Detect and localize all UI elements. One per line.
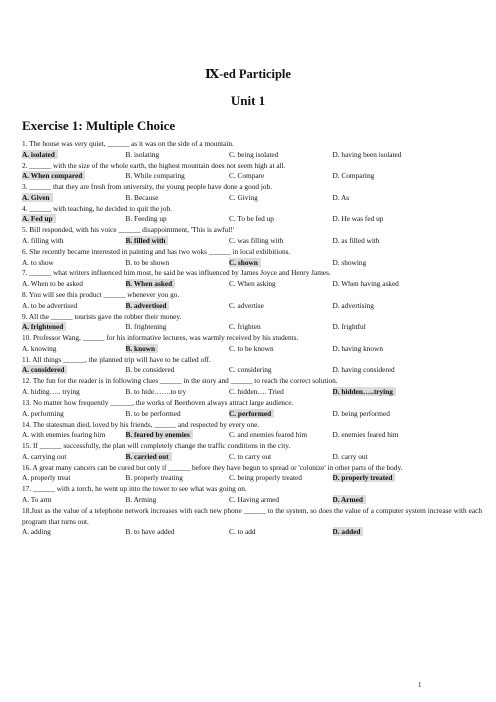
option-row xyxy=(22,344,482,355)
option-row xyxy=(22,301,482,312)
page-number: 1 xyxy=(418,681,422,689)
option-label: C. and enemies feared him xyxy=(229,430,308,440)
option-row xyxy=(22,452,482,463)
option-row xyxy=(22,236,482,247)
option-row xyxy=(22,150,482,161)
answer-option xyxy=(126,473,230,484)
option-label: C. to carry out xyxy=(229,451,272,461)
section-title: Exercise 1: Multiple Choice xyxy=(22,118,176,133)
answer-option xyxy=(126,322,230,333)
answer-option xyxy=(333,409,437,420)
question-stem: 18.Just as the value of a telephone network increases with each new phone ______ to the system, so does the value of a computer system increase with each program that turns out. xyxy=(22,505,482,526)
answer-option xyxy=(22,387,126,398)
answer-option xyxy=(229,495,333,506)
option-label: B. known xyxy=(126,344,159,353)
option-label: B. filled with xyxy=(126,236,169,245)
option-label: B. advertised xyxy=(126,301,170,310)
option-label: C. to add xyxy=(229,527,256,537)
answer-option xyxy=(229,171,333,182)
option-label: C. To be fed up xyxy=(229,214,274,224)
question-stem: 6. She recently became interested in painting and has two woks ______ in local exhibitions. xyxy=(22,246,291,256)
answer-option xyxy=(22,409,126,420)
option-label: B. be considered xyxy=(125,365,175,375)
option-label: A. knowing xyxy=(22,343,57,353)
option-label: C. being properly treated xyxy=(229,473,302,483)
option-label: D. having considered xyxy=(332,365,395,375)
question-list xyxy=(22,139,482,538)
option-label: A. adding xyxy=(22,527,51,537)
answer-option-highlighted xyxy=(333,495,437,506)
answer-option xyxy=(126,258,230,269)
option-label: A. to be advertised xyxy=(22,300,78,310)
option-label: D. having been isolated xyxy=(332,149,402,159)
option-label: C. advertise xyxy=(229,300,264,310)
option-label: B. When asked xyxy=(126,279,176,288)
question-stem: 2. ______ with the size of the whole earth, the highest mountain does not seem high at all. xyxy=(22,160,286,170)
option-label: A. When to be asked xyxy=(22,279,83,289)
answer-option-highlighted xyxy=(22,150,126,161)
option-row xyxy=(22,365,482,376)
option-label: C. Having armed xyxy=(229,494,280,504)
option-label: D. as filled with xyxy=(332,236,380,245)
answer-option xyxy=(333,171,437,182)
option-label: B. frightening xyxy=(125,322,167,332)
option-label: B. to be performed xyxy=(125,408,181,418)
option-label: D. having known xyxy=(332,343,383,353)
option-row xyxy=(22,430,482,441)
answer-option xyxy=(229,473,333,484)
answer-option-highlighted xyxy=(126,452,230,463)
question-stem: 8. You will see this product ______ whenever you go. xyxy=(22,290,180,300)
option-label: D. Armed xyxy=(333,495,366,504)
answer-option xyxy=(229,365,333,376)
option-label: A. performing xyxy=(22,408,64,418)
answer-option xyxy=(22,258,126,269)
answer-option xyxy=(229,322,333,333)
answer-option xyxy=(22,495,126,506)
option-label: B. carried out xyxy=(126,452,172,461)
answer-option xyxy=(22,452,126,463)
answer-option-highlighted xyxy=(229,409,333,420)
answer-option xyxy=(22,301,126,312)
option-label: C. was filling with xyxy=(229,236,284,245)
option-label: B. Arming xyxy=(125,494,157,504)
option-label: D. being performed xyxy=(332,408,390,418)
answer-option-highlighted xyxy=(333,473,437,484)
unit-title: Unit 1 xyxy=(230,93,266,108)
option-label: D. frightful xyxy=(332,322,366,332)
option-row xyxy=(22,258,482,269)
answer-option-highlighted xyxy=(126,430,230,441)
question-stem: 4. ______ with teaching, he decided to quit the job. xyxy=(22,203,172,213)
question-stem: 7. ______ what writers influenced him most, he said he was influenced by James Joyce and Henry James. xyxy=(22,268,331,278)
option-label: B. to be shown xyxy=(125,257,170,267)
option-row xyxy=(22,495,482,506)
answer-option-highlighted xyxy=(126,301,230,312)
answer-option xyxy=(229,387,333,398)
option-label: A. hiding….. trying xyxy=(22,387,80,397)
option-label: C. hidden…. Tried xyxy=(229,387,284,397)
option-label: B. to have added xyxy=(125,527,175,537)
option-row xyxy=(22,473,482,484)
option-label: A. Given xyxy=(22,193,53,202)
question-stem: 10. Professor Wang, ______ for his informative lectures, was warmly received by his students. xyxy=(22,333,299,343)
option-row xyxy=(22,171,482,182)
answer-option xyxy=(333,258,437,269)
option-row xyxy=(22,193,482,204)
answer-option xyxy=(126,171,230,182)
option-label: D. properly treated xyxy=(333,473,396,482)
answer-option xyxy=(126,365,230,376)
document-title: Ⅸ-ed Participle xyxy=(205,67,291,81)
answer-option xyxy=(22,344,126,355)
option-label: C. frighten xyxy=(229,322,261,332)
question-stem: 3. ______ that they are fresh from university, the young people have done a good job. xyxy=(22,182,272,192)
answer-option xyxy=(22,236,126,247)
answer-option xyxy=(126,495,230,506)
option-label: B. Feeding up xyxy=(125,214,167,224)
option-label: C. Giving xyxy=(229,192,258,202)
option-label: D. added xyxy=(333,527,364,536)
option-row xyxy=(22,527,482,538)
question-stem: 13. No matter how frequently ______, the works of Beethoven always attract large audience. xyxy=(22,397,294,407)
option-label: D. enemies feared him xyxy=(332,430,399,440)
answer-option xyxy=(229,150,333,161)
answer-option xyxy=(229,193,333,204)
option-label: A. When compared xyxy=(22,171,85,180)
option-label: C. considering xyxy=(229,365,272,375)
option-label: C. to be known xyxy=(229,343,274,353)
option-label: D. showing xyxy=(332,257,367,267)
answer-option xyxy=(126,527,230,538)
question-stem: 11. All things ______, the planned trip will have to be called off. xyxy=(22,354,211,364)
option-label: A. to show xyxy=(22,257,54,267)
answer-option xyxy=(333,150,437,161)
option-label: A. with enemies fearing him xyxy=(22,430,106,440)
answer-option xyxy=(229,527,333,538)
answer-option xyxy=(126,150,230,161)
option-label: B. While comparing xyxy=(125,171,185,181)
answer-option-highlighted xyxy=(333,387,437,398)
answer-option xyxy=(229,279,333,290)
option-label: B. to hide…….to try xyxy=(125,387,187,397)
answer-option xyxy=(333,344,437,355)
option-label: B. properly treating xyxy=(125,473,183,483)
answer-option xyxy=(333,193,437,204)
option-label: A. carrying out xyxy=(22,451,67,461)
option-label: C. being isolated xyxy=(229,149,279,159)
answer-option xyxy=(333,322,437,333)
option-label: C. shown xyxy=(229,258,261,267)
option-label: B. Because xyxy=(125,192,159,202)
option-label: C. When asking xyxy=(229,279,276,289)
answer-option xyxy=(126,193,230,204)
answer-option xyxy=(333,279,437,290)
option-row xyxy=(22,322,482,333)
option-label: B. feared by enemies xyxy=(126,430,193,439)
option-label: D. Comparing xyxy=(332,171,375,181)
answer-option-highlighted xyxy=(22,322,126,333)
answer-option-highlighted xyxy=(22,365,126,376)
option-row xyxy=(22,387,482,398)
option-label: D. advertising xyxy=(332,300,374,310)
option-label: B. isolating xyxy=(125,149,160,159)
option-label: C. performed xyxy=(229,409,274,418)
answer-option xyxy=(333,301,437,312)
option-label: D. As xyxy=(332,192,350,202)
answer-option xyxy=(333,214,437,225)
question-stem: 9. All the ______ tourists gave the robber their money. xyxy=(22,311,182,321)
option-row xyxy=(22,214,482,225)
question-stem: 15. If ______ successfully, the plan will completely change the traffic conditions in the city. xyxy=(22,441,291,451)
answer-option xyxy=(229,301,333,312)
answer-option xyxy=(333,365,437,376)
answer-option-highlighted xyxy=(22,171,126,182)
answer-option xyxy=(126,214,230,225)
option-label: D. He was fed up xyxy=(332,214,384,224)
answer-option xyxy=(229,452,333,463)
answer-option xyxy=(22,279,126,290)
answer-option-highlighted xyxy=(22,193,126,204)
question-stem: 17. ______ with a torch, he went up into the tower to see what was going on. xyxy=(22,484,247,494)
option-label: A. To arm xyxy=(22,494,52,504)
answer-option-highlighted xyxy=(22,214,126,225)
answer-option-highlighted xyxy=(126,236,230,247)
question-stem: 1. The house was very quiet, ______ as it was on the side of a mountain. xyxy=(22,139,234,148)
question-stem: 5. Bill responded, with his voice ______ disappointment, 'This is awful!' xyxy=(22,225,234,235)
answer-option xyxy=(126,409,230,420)
option-label: A. properly treat xyxy=(22,473,71,483)
option-label: D. carry out xyxy=(332,451,368,461)
option-row xyxy=(22,409,482,420)
answer-option-highlighted xyxy=(333,527,437,538)
answer-option xyxy=(126,387,230,398)
answer-option xyxy=(229,236,333,247)
option-row xyxy=(22,279,482,290)
answer-option xyxy=(333,430,437,441)
option-label: D. hidden…..trying xyxy=(333,387,396,396)
answer-option-highlighted xyxy=(126,279,230,290)
question-stem: 14. The statesman died, loved by his friends, ______ and respected by every one. xyxy=(22,419,260,429)
question-stem: 16. A great many cancers can be cured but only if ______ before they have begun to spread or 'colonize' in other parts of the body. xyxy=(22,462,403,472)
answer-option xyxy=(333,452,437,463)
question-stem: 12. The fun for the reader is in following clues ______ in the story and ______ to reach the correct solution. xyxy=(22,376,338,386)
answer-option-highlighted xyxy=(126,344,230,355)
answer-option xyxy=(333,236,437,247)
answer-option xyxy=(229,214,333,225)
option-label: A. filling with xyxy=(22,236,64,245)
option-label: A. isolated xyxy=(22,150,58,159)
option-label: A. frightened xyxy=(22,322,66,331)
option-label: A. Fed up xyxy=(22,214,56,223)
answer-option xyxy=(22,527,126,538)
option-label: C. Compare xyxy=(229,171,265,181)
answer-option xyxy=(229,430,333,441)
answer-option xyxy=(22,473,126,484)
option-label: D. When having asked xyxy=(332,279,399,289)
option-label: A. considered xyxy=(22,365,67,374)
answer-option xyxy=(229,344,333,355)
answer-option-highlighted xyxy=(229,258,333,269)
answer-option xyxy=(22,430,126,441)
